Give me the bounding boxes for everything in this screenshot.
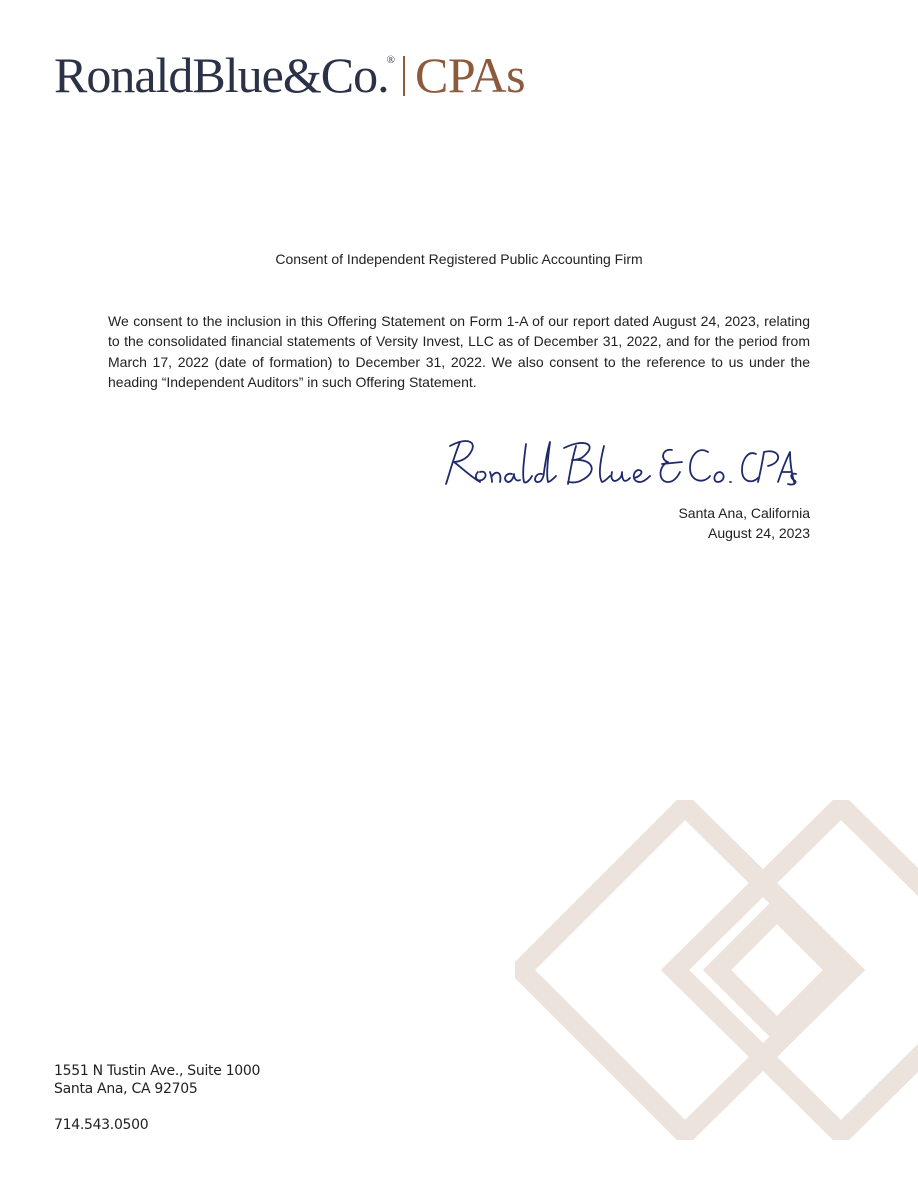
logo-registered-mark: ®: [386, 54, 395, 66]
footer-city-state-zip: Santa Ana, CA 92705: [54, 1081, 198, 1097]
logo-firm-name: RonaldBlue&Co.: [54, 47, 389, 103]
letterhead-logo: [54, 46, 525, 104]
logo-cpas: CPAs: [414, 47, 526, 103]
footer-phone: 714.543.0500: [54, 1117, 149, 1133]
signature-location: Santa Ana, California: [678, 505, 810, 521]
consent-paragraph: We consent to the inclusion in this Offering Statement on Form 1-A of our report dated August 24, 2023, relating to the consolidated financial statements of Versity Invest, LLC as of December 31, 2022, and for the period from March 17, 2022 (date of formation) to December 31, 2022. We also consent to the reference to us under the heading “Independent Auditors” in such Offering Statement.: [108, 313, 810, 391]
decorative-diamond-pattern: [515, 800, 918, 1140]
document-title: Consent of Independent Registered Public Accounting Firm: [275, 251, 643, 267]
handwritten-signature: [438, 432, 798, 498]
signature-date: August 24, 2023: [708, 525, 810, 541]
logo-divider: [403, 56, 405, 96]
footer-street-address: 1551 N Tustin Ave., Suite 1000: [54, 1063, 261, 1079]
